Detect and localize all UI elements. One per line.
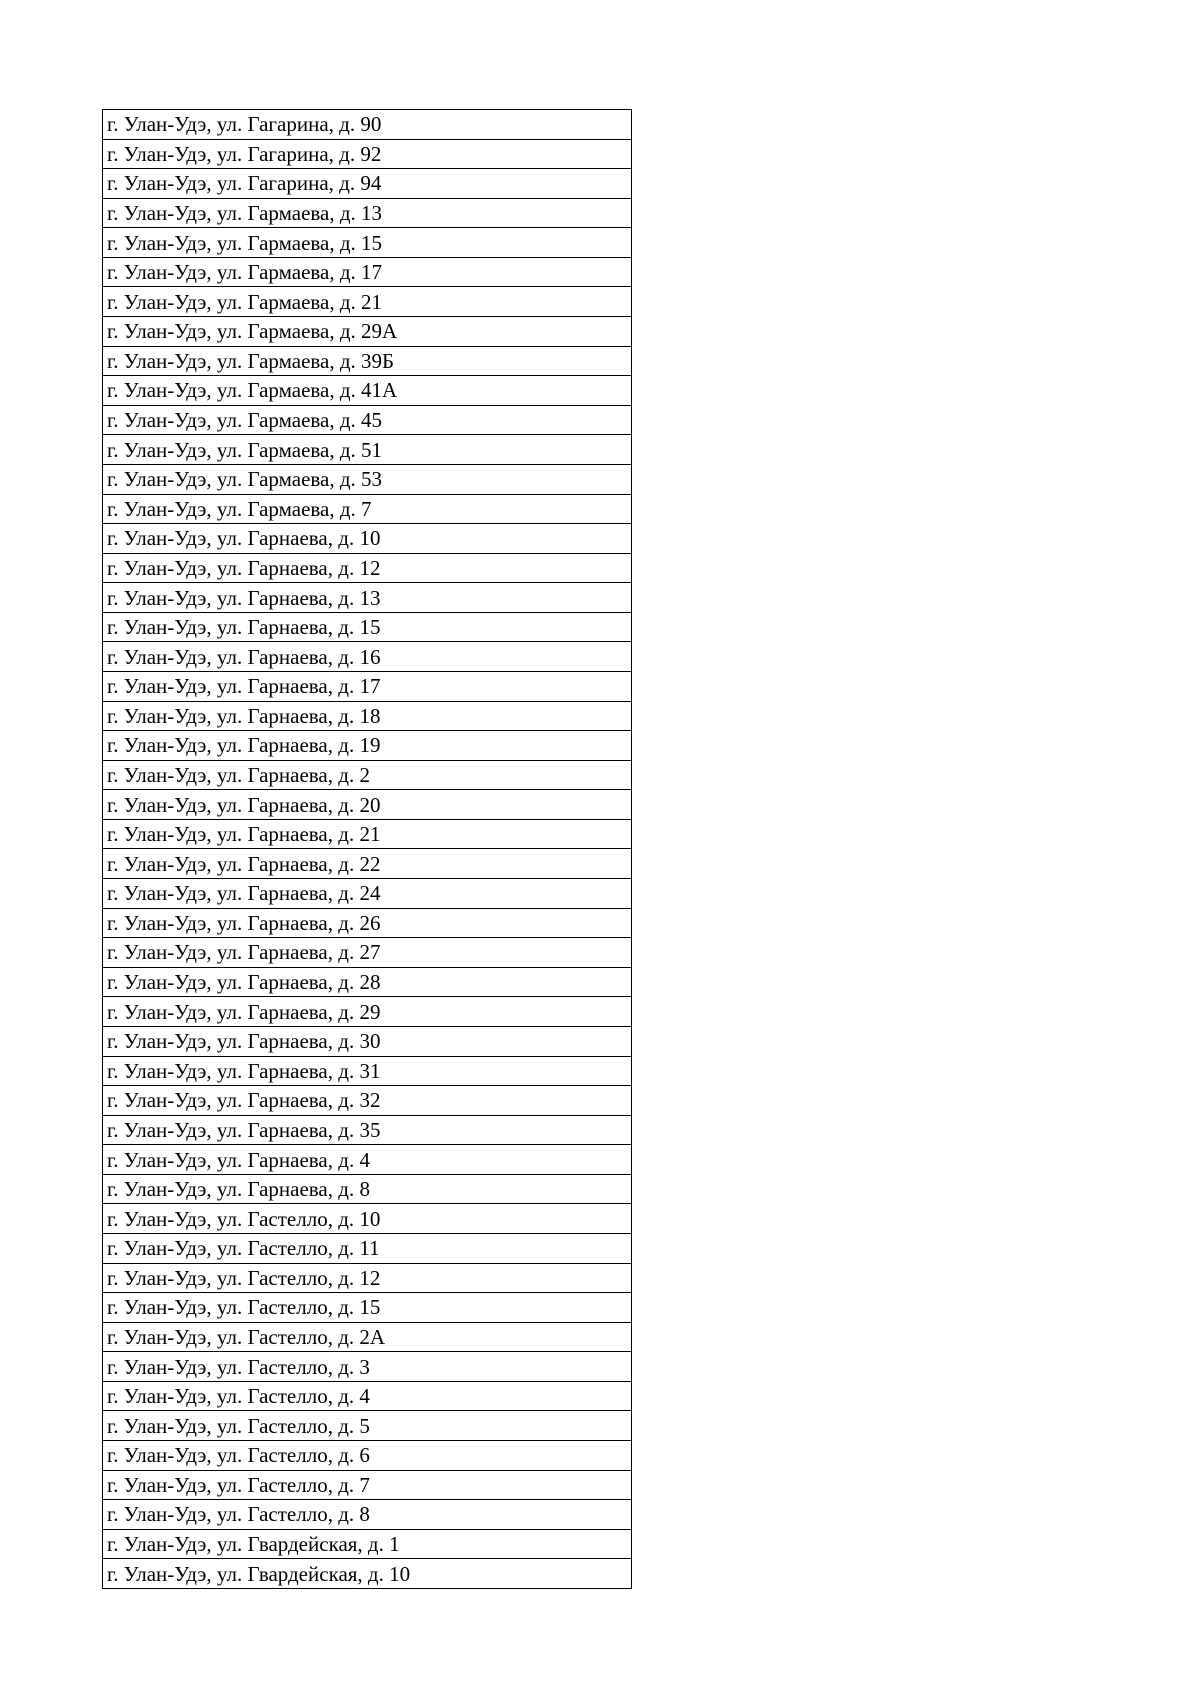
table-row	[103, 879, 632, 909]
address-cell: г. Улан-Удэ, ул. Гарнаева, д. 22	[103, 849, 632, 879]
address-cell: г. Улан-Удэ, ул. Гагарина, д. 92	[103, 139, 632, 169]
table-row	[103, 376, 632, 406]
table-row	[103, 1500, 632, 1530]
address-cell: г. Улан-Удэ, ул. Гарнаева, д. 10	[103, 524, 632, 554]
table-row	[103, 1026, 632, 1056]
address-cell: г. Улан-Удэ, ул. Гастелло, д. 6	[103, 1441, 632, 1471]
address-cell: г. Улан-Удэ, ул. Гарнаева, д. 35	[103, 1115, 632, 1145]
table-row	[103, 139, 632, 169]
address-cell: г. Улан-Удэ, ул. Гагарина, д. 90	[103, 110, 632, 140]
address-cell: г. Улан-Удэ, ул. Гастелло, д. 12	[103, 1263, 632, 1293]
table-row	[103, 198, 632, 228]
address-cell: г. Улан-Удэ, ул. Гармаева, д. 7	[103, 494, 632, 524]
table-row	[103, 494, 632, 524]
address-cell: г. Улан-Удэ, ул. Гарнаева, д. 30	[103, 1026, 632, 1056]
table-row	[103, 346, 632, 376]
address-cell: г. Улан-Удэ, ул. Гарнаева, д. 16	[103, 642, 632, 672]
table-row	[103, 317, 632, 347]
address-cell: г. Улан-Удэ, ул. Гарнаева, д. 20	[103, 790, 632, 820]
table-row	[103, 701, 632, 731]
address-cell: г. Улан-Удэ, ул. Гастелло, д. 5	[103, 1411, 632, 1441]
table-row	[103, 671, 632, 701]
address-cell: г. Улан-Удэ, ул. Гармаева, д. 45	[103, 405, 632, 435]
table-row	[103, 1529, 632, 1559]
address-cell: г. Улан-Удэ, ул. Гармаева, д. 41А	[103, 376, 632, 406]
address-cell: г. Улан-Удэ, ул. Гарнаева, д. 4	[103, 1145, 632, 1175]
address-cell: г. Улан-Удэ, ул. Гастелло, д. 11	[103, 1233, 632, 1263]
address-cell: г. Улан-Удэ, ул. Гастелло, д. 10	[103, 1204, 632, 1234]
table-row	[103, 612, 632, 642]
address-cell: г. Улан-Удэ, ул. Гармаева, д. 13	[103, 198, 632, 228]
table-row	[103, 405, 632, 435]
address-cell: г. Улан-Удэ, ул. Гастелло, д. 7	[103, 1470, 632, 1500]
table-row	[103, 435, 632, 465]
table-row	[103, 997, 632, 1027]
address-cell: г. Улан-Удэ, ул. Гвардейская, д. 10	[103, 1559, 632, 1589]
address-cell: г. Улан-Удэ, ул. Гарнаева, д. 2	[103, 760, 632, 790]
address-cell: г. Улан-Удэ, ул. Гарнаева, д. 21	[103, 819, 632, 849]
address-cell: г. Улан-Удэ, ул. Гарнаева, д. 31	[103, 1056, 632, 1086]
address-cell: г. Улан-Удэ, ул. Гарнаева, д. 19	[103, 731, 632, 761]
table-row	[103, 1470, 632, 1500]
table-row	[103, 464, 632, 494]
table-row	[103, 1056, 632, 1086]
address-table	[102, 109, 632, 1589]
address-cell: г. Улан-Удэ, ул. Гастелло, д. 4	[103, 1381, 632, 1411]
table-row	[103, 908, 632, 938]
address-cell: г. Улан-Удэ, ул. Гагарина, д. 94	[103, 169, 632, 199]
table-row	[103, 1559, 632, 1589]
address-cell: г. Улан-Удэ, ул. Гарнаева, д. 27	[103, 938, 632, 968]
address-cell: г. Улан-Удэ, ул. Гастелло, д. 8	[103, 1500, 632, 1530]
table-row	[103, 1352, 632, 1382]
address-cell: г. Улан-Удэ, ул. Гармаева, д. 53	[103, 464, 632, 494]
address-cell: г. Улан-Удэ, ул. Гарнаева, д. 28	[103, 967, 632, 997]
address-cell: г. Улан-Удэ, ул. Гарнаева, д. 8	[103, 1174, 632, 1204]
table-row	[103, 1086, 632, 1116]
address-table-body	[103, 110, 632, 1589]
table-row	[103, 228, 632, 258]
table-row	[103, 790, 632, 820]
table-row	[103, 257, 632, 287]
address-cell: г. Улан-Удэ, ул. Гармаева, д. 15	[103, 228, 632, 258]
table-row	[103, 1233, 632, 1263]
table-row	[103, 1174, 632, 1204]
address-cell: г. Улан-Удэ, ул. Гармаева, д. 51	[103, 435, 632, 465]
table-row	[103, 553, 632, 583]
table-row	[103, 731, 632, 761]
table-row	[103, 524, 632, 554]
address-cell: г. Улан-Удэ, ул. Гарнаева, д. 17	[103, 671, 632, 701]
address-cell: г. Улан-Удэ, ул. Гарнаева, д. 32	[103, 1086, 632, 1116]
address-cell: г. Улан-Удэ, ул. Гастелло, д. 15	[103, 1293, 632, 1323]
table-row	[103, 287, 632, 317]
table-row	[103, 938, 632, 968]
table-row	[103, 1115, 632, 1145]
table-row	[103, 1145, 632, 1175]
table-row	[103, 967, 632, 997]
table-row	[103, 1204, 632, 1234]
table-row	[103, 1322, 632, 1352]
address-cell: г. Улан-Удэ, ул. Гарнаева, д. 13	[103, 583, 632, 613]
address-cell: г. Улан-Удэ, ул. Гастелло, д. 3	[103, 1352, 632, 1382]
address-cell: г. Улан-Удэ, ул. Гарнаева, д. 18	[103, 701, 632, 731]
table-row	[103, 1263, 632, 1293]
address-cell: г. Улан-Удэ, ул. Гарнаева, д. 26	[103, 908, 632, 938]
address-cell: г. Улан-Удэ, ул. Гастелло, д. 2А	[103, 1322, 632, 1352]
table-row	[103, 819, 632, 849]
table-row	[103, 849, 632, 879]
table-row	[103, 760, 632, 790]
address-cell: г. Улан-Удэ, ул. Гармаева, д. 29А	[103, 317, 632, 347]
address-cell: г. Улан-Удэ, ул. Гармаева, д. 17	[103, 257, 632, 287]
table-row	[103, 1293, 632, 1323]
table-row	[103, 169, 632, 199]
table-row	[103, 1381, 632, 1411]
table-row	[103, 642, 632, 672]
address-cell: г. Улан-Удэ, ул. Гарнаева, д. 12	[103, 553, 632, 583]
address-cell: г. Улан-Удэ, ул. Гарнаева, д. 29	[103, 997, 632, 1027]
table-row	[103, 583, 632, 613]
table-row	[103, 1411, 632, 1441]
address-cell: г. Улан-Удэ, ул. Гарнаева, д. 24	[103, 879, 632, 909]
address-cell: г. Улан-Удэ, ул. Гармаева, д. 39Б	[103, 346, 632, 376]
table-row	[103, 1441, 632, 1471]
address-cell: г. Улан-Удэ, ул. Гвардейская, д. 1	[103, 1529, 632, 1559]
table-row	[103, 110, 632, 140]
address-cell: г. Улан-Удэ, ул. Гармаева, д. 21	[103, 287, 632, 317]
address-cell: г. Улан-Удэ, ул. Гарнаева, д. 15	[103, 612, 632, 642]
